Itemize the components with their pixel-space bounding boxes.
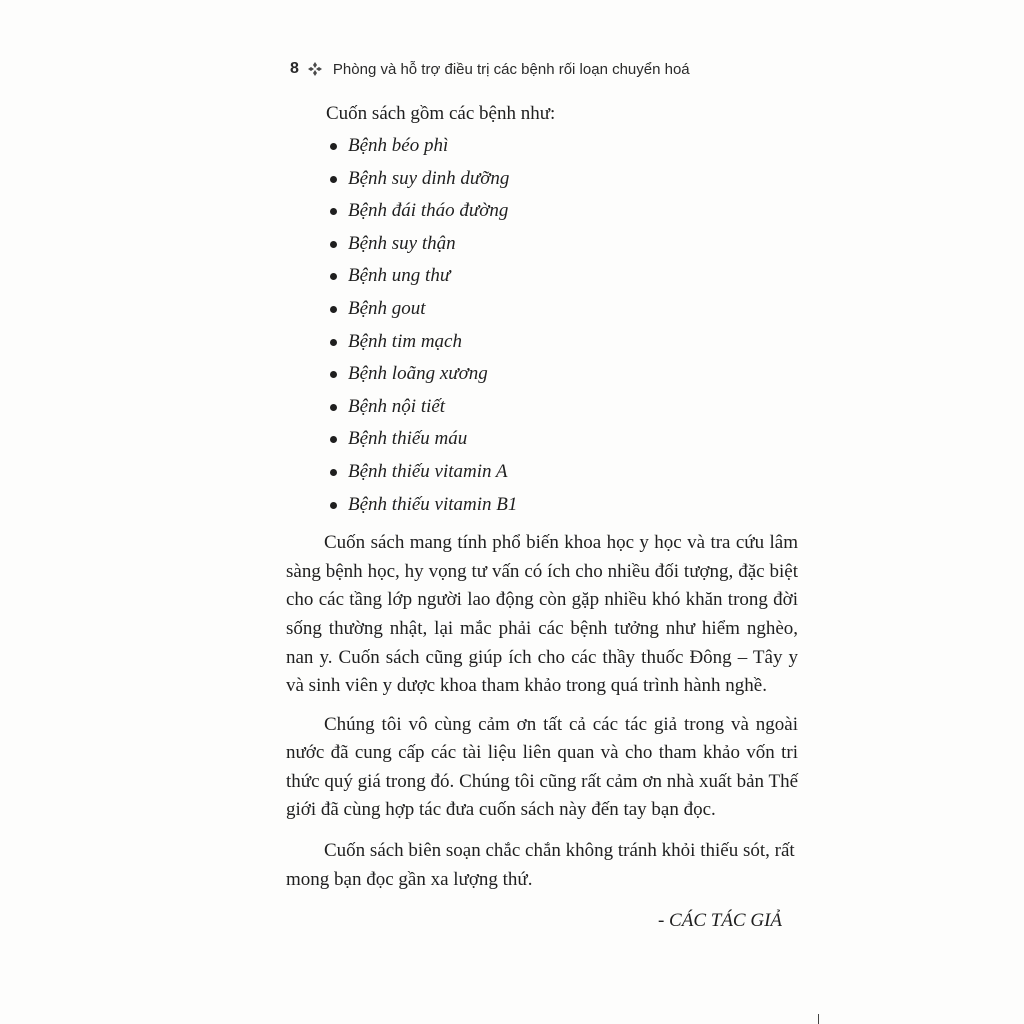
disease-name: Bệnh thiếu vitamin B1 xyxy=(348,493,518,515)
bullet-icon xyxy=(330,241,337,248)
list-item xyxy=(286,358,798,391)
page-body xyxy=(286,98,798,935)
bullet-icon xyxy=(330,502,337,509)
bullet-icon xyxy=(330,469,337,476)
bullet-icon xyxy=(330,208,337,215)
list-item xyxy=(286,228,798,261)
bullet-icon xyxy=(330,143,337,150)
list-item xyxy=(286,260,798,293)
list-item xyxy=(286,489,798,522)
disease-name: Bệnh suy dinh dưỡng xyxy=(348,167,510,189)
disease-name: Bệnh tim mạch xyxy=(348,330,462,352)
page-number: 8 xyxy=(290,60,299,77)
list-item xyxy=(286,130,798,163)
disease-name: Bệnh ung thư xyxy=(348,265,451,287)
paragraph-purpose: Cuốn sách mang tính phổ biến khoa học y học và tra cứu lâm sàng bệnh học, hy vọng tư vấn có ích cho nhiều đối tượng, đặc biệt cho các tầng lớp người lao động còn gặp nhiều khó khăn trong đời sống thường nhật, lại mắc phải các bệnh tưởng như hiểm nghèo, nan y. Cuốn sách cũng giúp ích cho các thầy thuốc Đông – Tây y và sinh viên y dược khoa tham khảo trong quá trình hành nghề. xyxy=(286,532,798,697)
disease-name: Bệnh nội tiết xyxy=(348,395,446,417)
list-intro: Cuốn sách gồm các bệnh như: xyxy=(326,103,556,124)
bullet-icon xyxy=(330,436,337,443)
list-item xyxy=(286,326,798,359)
page-edge-mark xyxy=(818,1014,819,1024)
list-item xyxy=(286,163,798,196)
bullet-icon xyxy=(330,371,337,378)
disease-name: Bệnh béo phì xyxy=(348,135,449,156)
list-item xyxy=(286,456,798,489)
bullet-icon xyxy=(330,176,337,183)
four-petal-ornament-icon xyxy=(307,61,323,77)
list-item xyxy=(286,391,798,424)
paragraph-apology: Cuốn sách biên soạn chắc chắn không tránh khỏi thiếu sót, rất mong bạn đọc gần xa lượng thứ. xyxy=(286,840,795,890)
running-title: Phòng và hỗ trợ điều trị các bệnh rối loạn chuyển hoá xyxy=(332,60,690,78)
bullet-icon xyxy=(330,306,337,313)
list-item xyxy=(286,293,798,326)
disease-name: Bệnh gout xyxy=(348,297,426,319)
authors-signature: - CÁC TÁC GIẢ xyxy=(657,910,782,932)
disease-list xyxy=(286,130,798,521)
running-header xyxy=(290,56,690,82)
disease-name: Bệnh thiếu vitamin A xyxy=(348,460,508,482)
disease-name: Bệnh suy thận xyxy=(348,232,456,254)
bullet-icon xyxy=(330,273,337,280)
disease-name: Bệnh loãng xương xyxy=(348,363,488,385)
disease-name: Bệnh thiếu máu xyxy=(348,428,468,450)
bullet-icon xyxy=(330,339,337,346)
list-item xyxy=(286,423,798,456)
bullet-icon xyxy=(330,404,337,411)
list-item xyxy=(286,195,798,228)
disease-name: Bệnh đái tháo đường xyxy=(348,200,509,222)
paragraph-thanks: Chúng tôi vô cùng cảm ơn tất cả các tác giả trong và ngoài nước đã cung cấp các tài liệu liên quan và cho tham khảo vốn tri thức quý giá trong đó. Chúng tôi cũng rất cảm ơn nhà xuất bản Thế giới đã cùng hợp tác đưa cuốn sách này đến tay bạn đọc. xyxy=(286,713,798,821)
